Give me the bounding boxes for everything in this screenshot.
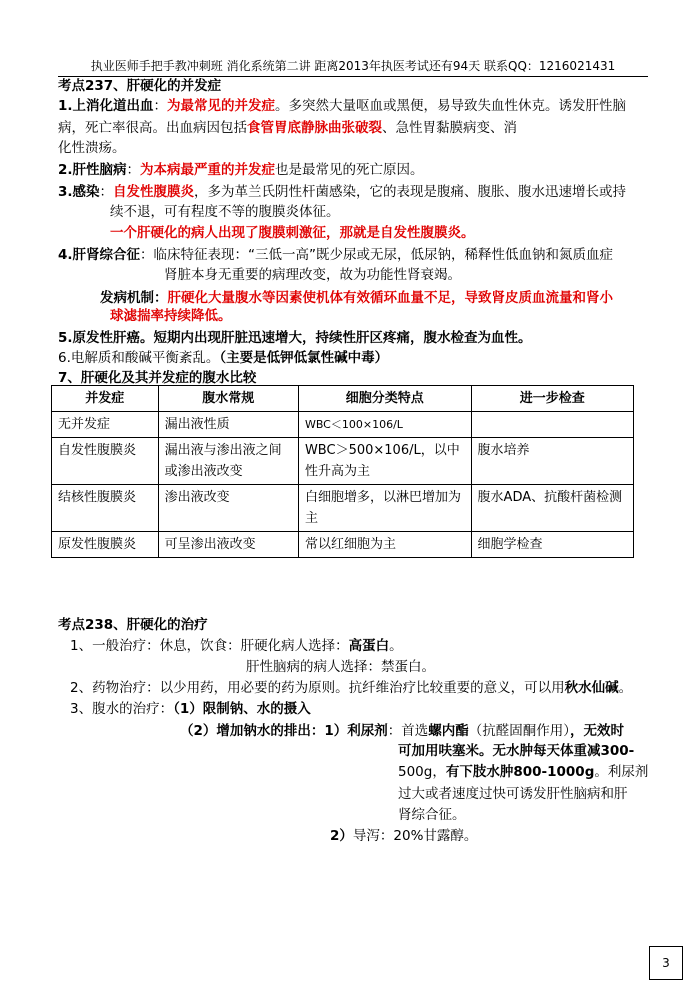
item-1-line-3: 化性溃疡。: [58, 140, 126, 156]
table-cell: 常以红细胞为主: [298, 532, 471, 558]
table-cell: WBC＜100×106/L: [298, 412, 471, 438]
item-4-colon: ：: [140, 247, 154, 263]
mechanism-colon: ：: [154, 290, 168, 306]
table-cell: 原发性腹膜炎: [52, 532, 159, 558]
table-header-cell: 腹水常规: [158, 386, 298, 412]
ascites-comparison-table: [51, 385, 634, 558]
item-3-red: 自发性腹膜炎: [113, 184, 195, 200]
laxative-number: 2）: [330, 828, 353, 844]
table-cell: 无并发症: [52, 412, 159, 438]
item-1-line-2b: 、急性胃黏膜病变、消: [382, 120, 517, 136]
item-1-red-1: 为最常见的并发症: [167, 98, 276, 114]
table-row: [52, 438, 634, 485]
treatment-drug-bold: 秋水仙碱: [564, 680, 619, 696]
item-3-colon: ：: [99, 184, 114, 200]
table-cell: 细胞学检查: [471, 532, 633, 558]
item-1-red-2: 食管胃底静脉曲张破裂: [247, 120, 382, 136]
item-6-bold: （主要是低钾低氯性碱中毒）: [219, 350, 389, 366]
treatment-general-end: 。: [389, 638, 403, 654]
table-header-cell: 进一步检查: [471, 386, 633, 412]
table-cell: 漏出液与渗出液之间或渗出液改变: [158, 438, 298, 485]
item-3-text-1: ，多为革兰氏阴性杆菌感染，它的表现是腹痛、腹胀、腹水迅速增长或持: [194, 184, 627, 200]
treatment-ascites-bold: （1）限制钠、水的摄入: [173, 701, 311, 717]
diuretic-weight-1: 500g，: [398, 764, 446, 780]
treatment-laxative-line: [330, 825, 477, 847]
treatment-ascites-line-1: [70, 698, 311, 720]
treatment-general-line-2: 肝性脑病的病人选择：禁蛋白。: [246, 659, 435, 675]
item-1-text-1: 。多突然大量呕血或黑便，易导致失血性休克。诱发肝性脑: [275, 98, 627, 114]
table-row: [52, 532, 634, 558]
treatment-ascites-text: 3、腹水的治疗：: [70, 701, 174, 717]
item-2-label: 2.肝性脑病: [58, 162, 127, 178]
item-4-mechanism-line-2: 球滤揣率持续降低。: [110, 308, 232, 324]
diuretic-note: （抗醛固酮作用）: [468, 723, 571, 739]
item-4-line-2: 肾脏本身无重要的病理改变，故为功能性肾衰竭。: [164, 267, 461, 283]
diuretic-drug: 螺内酯: [428, 723, 469, 739]
section-238-title: 考点238、肝硬化的治疗: [58, 617, 208, 633]
table-cell: 可呈渗出液改变: [158, 532, 298, 558]
table-cell: 结核性腹膜炎: [52, 485, 159, 532]
item-4-line-1: [58, 244, 613, 266]
diuretic-fallback: ，无效时: [570, 723, 625, 739]
treatment-general-text: 1、一般治疗：休息，饮食：肝硬化病人选择：: [70, 638, 349, 654]
page-number: 3: [649, 946, 683, 980]
table-cell: [471, 412, 633, 438]
item-1-line-2a: 病，死亡率很高。出血病因包括: [58, 120, 247, 136]
item-3-line-1: [58, 181, 626, 203]
table-cell: 渗出液改变: [158, 485, 298, 532]
item-6: [58, 347, 388, 369]
treatment-diuretic-line-5: 肾综合征。: [398, 807, 466, 823]
item-1-line-2: [58, 117, 517, 139]
item-3-line-2: 续不退，可有程度不等的腹膜炎体征。: [110, 204, 340, 220]
item-1-label: 1.上消化道出血: [58, 98, 154, 114]
laxative-text: 导泻：20%甘露醇。: [352, 828, 478, 844]
treatment-drug-line: [70, 677, 632, 699]
treatment-diuretic-line-4: 过大或者速度过快可诱发肝性脑病和肝: [398, 786, 628, 802]
treatment-drug-end: 。: [618, 680, 633, 696]
item-3-line-3: 一个肝硬化的病人出现了腹膜刺激征，那就是自发性腹膜炎。: [110, 225, 475, 241]
treatment-diuretic-line-3: [398, 761, 648, 783]
item-3-label: 3.感染: [58, 184, 100, 200]
mechanism-red-1: 肝硬化大量腹水等因素使机体有效循环血量不足，导致肾皮质血流量和肾小: [167, 290, 613, 306]
item-4-text-1: 临床特征表现：“三低一高”既少尿或无尿，低尿钠，稀释性低血钠和氮质血症: [153, 247, 614, 263]
table-cell: 腹水培养: [471, 438, 633, 485]
treatment-general-bold: 高蛋白: [348, 638, 390, 654]
table-cell: 漏出液性质: [158, 412, 298, 438]
item-7: 7、肝硬化及其并发症的腹水比较: [58, 370, 257, 386]
item-2-text: 也是最常见的死亡原因。: [275, 162, 424, 178]
table-header-row: [52, 386, 634, 412]
treatment-general-line-1: [70, 635, 403, 657]
page-header: 执业医师手把手教冲刺班 消化系统第二讲 距离2013年执医考试还有94天 联系QQ：1216021431: [58, 57, 648, 77]
diuretic-label: （2）增加钠水的排出：1）利尿剂: [180, 723, 388, 739]
section-237-title: 考点237、肝硬化的并发症: [58, 78, 222, 94]
mechanism-label: 发病机制: [100, 290, 154, 306]
item-4-label: 4.肝肾综合征: [58, 247, 141, 263]
table-cell: 自发性腹膜炎: [52, 438, 159, 485]
item-1-line-1: [58, 95, 626, 117]
table-cell: WBC＞500×106/L，以中性升高为主: [298, 438, 471, 485]
diuretic-weight-3: 。利尿剂: [594, 764, 649, 780]
table-cell: 腹水ADA、抗酸杆菌检测: [471, 485, 633, 532]
item-2-colon: ：: [126, 162, 141, 178]
table-row: [52, 412, 634, 438]
treatment-drug-text: 2、药物治疗：以少用药，用必要的药为原则。抗纤维治疗比较重要的意义，可以用: [70, 680, 565, 696]
diuretic-first-choice: ：首选: [387, 723, 429, 739]
item-2: [58, 159, 424, 181]
table-row: [52, 485, 634, 532]
treatment-diuretic-line-1: [180, 720, 624, 742]
table-header-cell: 并发症: [52, 386, 159, 412]
item-2-red: 为本病最严重的并发症: [140, 162, 276, 178]
item-1-colon: ：: [153, 98, 168, 114]
table-header-cell: 细胞分类特点: [298, 386, 471, 412]
treatment-diuretic-line-2: 可加用呋塞米。无水肿每天体重减300-: [398, 743, 635, 759]
item-6-text: 6.电解质和酸碱平衡紊乱。: [58, 350, 220, 366]
item-5: 5.原发性肝癌。短期内出现肝脏迅速增大，持续性肝区疼痛，腹水检查为血性。: [58, 330, 532, 346]
table-cell: 白细胞增多，以淋巴增加为主: [298, 485, 471, 532]
diuretic-weight-2: 有下肢水肿800-1000g: [445, 764, 595, 780]
